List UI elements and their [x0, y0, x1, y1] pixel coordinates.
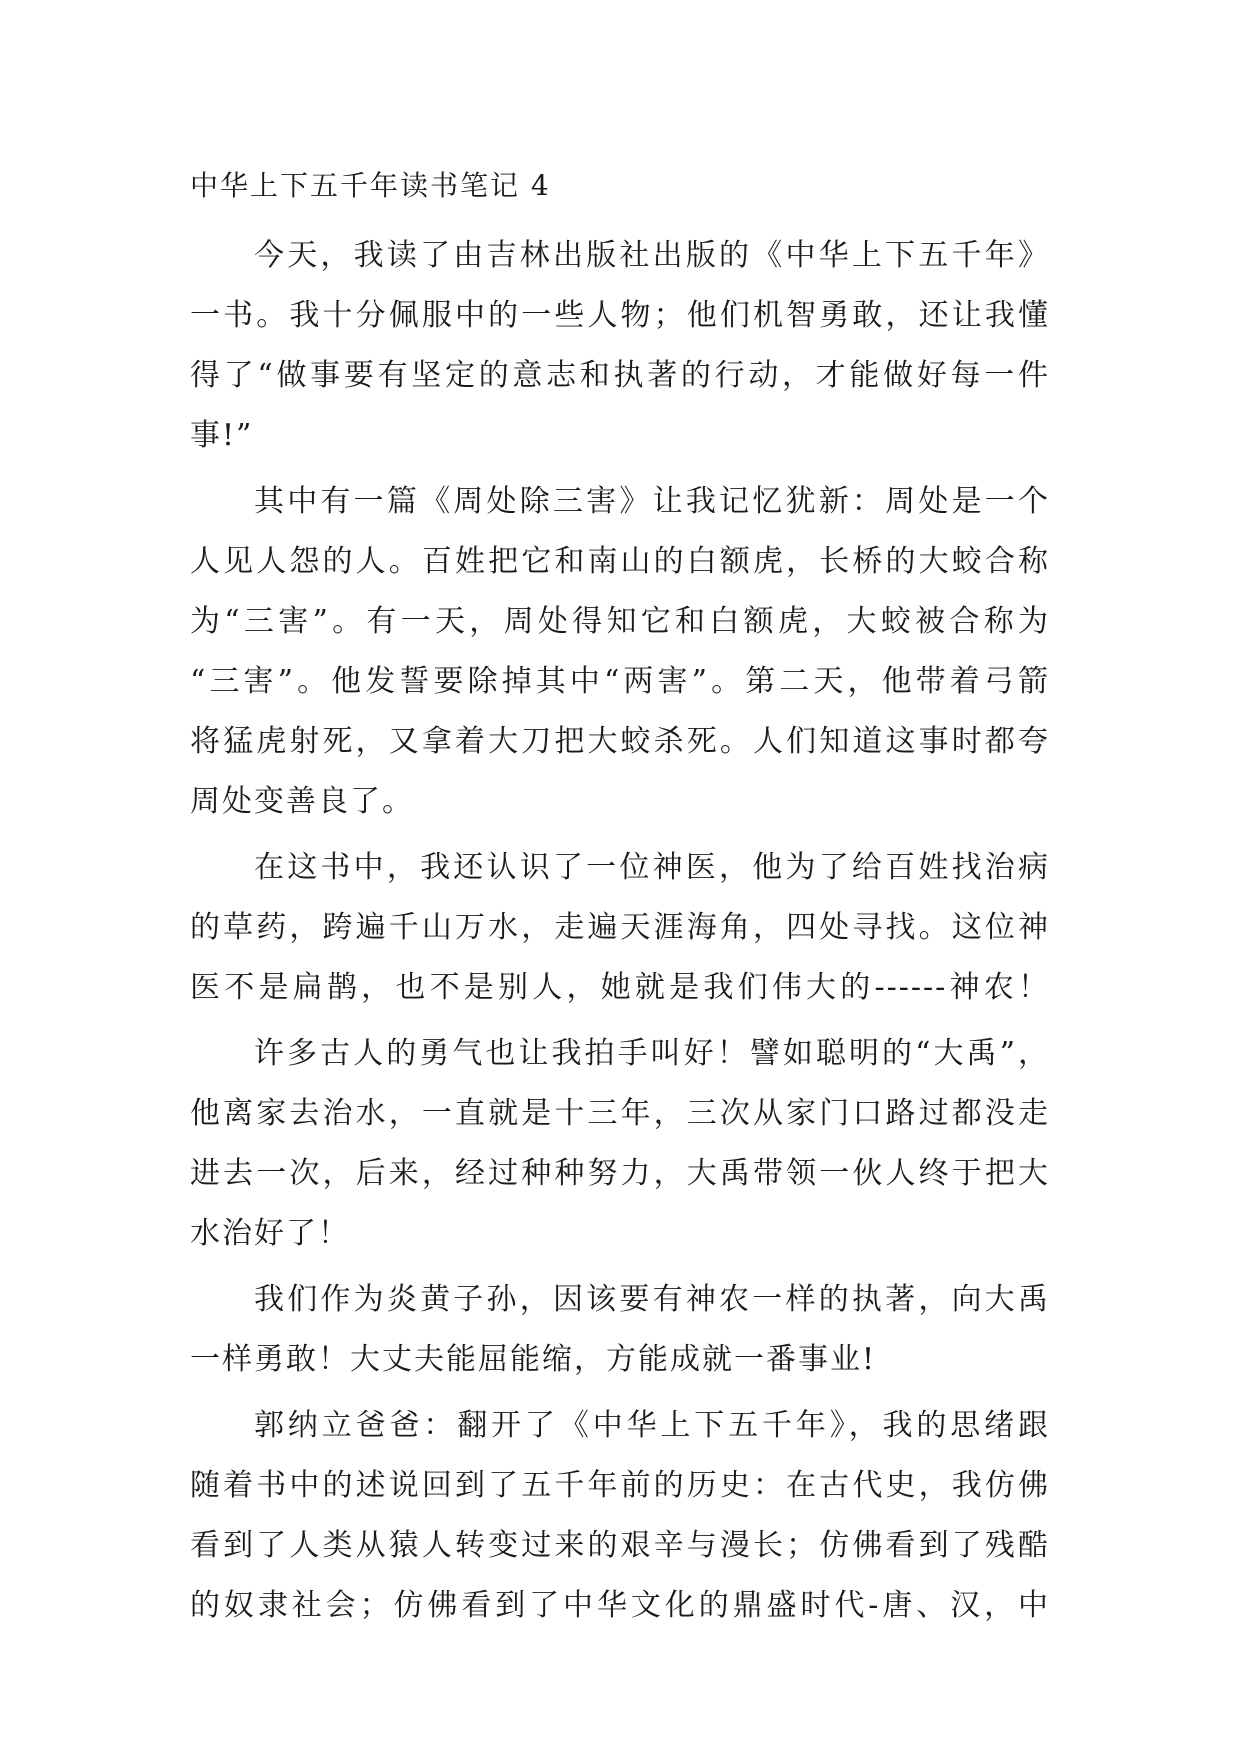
- text-line: 在这书中，我还认识了一位神医，他为了给百姓找治病: [254, 850, 1050, 885]
- text-line: 一书。我十分佩服中的一些人物；他们机智勇敢，还让我懂: [190, 298, 1050, 333]
- text-line: “三害”。他发誓要除掉其中“两害”。第二天，他带着弓箭: [190, 664, 1050, 699]
- text-line: 我们作为炎黄子孙，因该要有神农一样的执著，向大禹: [254, 1282, 1050, 1317]
- text-line: 事!”: [190, 418, 254, 453]
- text-line: 将猛虎射死，又拿着大刀把大蛟杀死。人们知道这事时都夸: [190, 724, 1050, 759]
- text-line: 的草药，跨遍千山万水，走遍天涯海角，四处寻找。这位神: [190, 910, 1050, 945]
- paragraph: [190, 838, 1050, 1018]
- text-line: 医不是扁鹊，也不是别人，她就是我们伟大的------神农！: [190, 970, 1050, 1005]
- paragraph: [190, 1024, 1050, 1264]
- text-line: 人见人怨的人。百姓把它和南山的白额虎，长桥的大蛟合称: [190, 544, 1050, 579]
- text-line: 得了“做事要有坚定的意志和执著的行动，才能做好每一件: [190, 358, 1050, 393]
- text-line: 许多古人的勇气也让我拍手叫好！譬如聪明的“大禹”，: [254, 1036, 1050, 1071]
- paragraph: [190, 226, 1050, 466]
- text-line: 其中有一篇《周处除三害》让我记忆犹新：周处是一个: [254, 484, 1050, 519]
- text-line: 郭纳立爸爸：翻开了《中华上下五千年》，我的思绪跟: [254, 1408, 1050, 1443]
- paragraph: [190, 1270, 1050, 1390]
- document-body: [190, 166, 1050, 1642]
- text-line: 进去一次，后来，经过种种努力，大禹带领一伙人终于把大: [190, 1156, 1050, 1191]
- text-line: 看到了人类从猿人转变过来的艰辛与漫长；仿佛看到了残酷: [190, 1528, 1050, 1563]
- text-line: 他离家去治水，一直就是十三年，三次从家门口路过都没走: [190, 1096, 1050, 1131]
- text-line: 今天，我读了由吉林出版社出版的《中华上下五千年》: [254, 238, 1050, 273]
- text-line: 随着书中的述说回到了五千年前的历史：在古代史，我仿佛: [190, 1468, 1050, 1503]
- text-line: 水治好了！: [190, 1216, 350, 1251]
- text-line: 周处变善良了。: [190, 784, 414, 819]
- text-line: 的奴隶社会；仿佛看到了中华文化的鼎盛时代-唐、汉，中: [190, 1588, 1050, 1623]
- paragraph: [190, 1396, 1050, 1636]
- document-title: 中华上下五千年读书笔记 4: [190, 169, 551, 202]
- paragraph: [190, 472, 1050, 832]
- text-line: 一样勇敢！大丈夫能屈能缩，方能成就一番事业!: [190, 1342, 877, 1377]
- text-line: 为“三害”。有一天，周处得知它和白额虎，大蛟被合称为: [190, 604, 1050, 639]
